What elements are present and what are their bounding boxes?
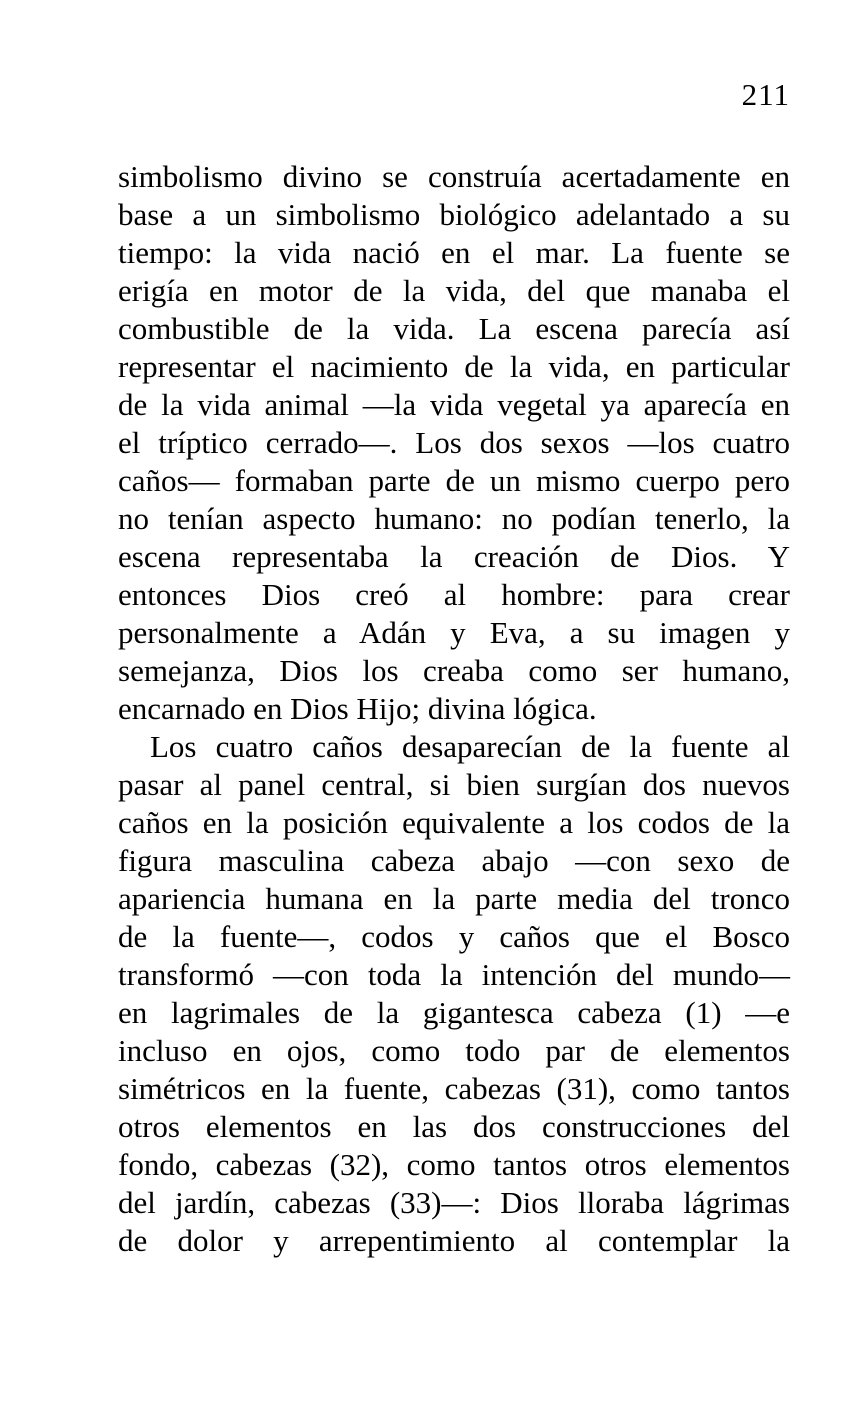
page-number: 211 (741, 77, 790, 112)
text-line: apariencia humana en la parte media del tronco (118, 881, 790, 916)
paragraph (118, 158, 790, 728)
text-block (118, 158, 790, 1260)
text-line: caños en la posición equivalente a los codos de la (118, 805, 790, 840)
text-line: entonces Dios creó al hombre: para crear (118, 577, 790, 612)
text-line: de la vida animal —la vida vegetal ya aparecía en (118, 387, 790, 422)
text-line: del jardín, cabezas (33)—: Dios lloraba lágrimas (118, 1185, 790, 1220)
text-line: de dolor y arrepentimiento al contemplar la (118, 1223, 790, 1258)
text-line: el tríptico cerrado—. Los dos sexos —los cuatro (118, 425, 790, 460)
text-line: simétricos en la fuente, cabezas (31), como tantos (118, 1071, 790, 1106)
text-line: encarnado en Dios Hijo; divina lógica. (118, 691, 597, 726)
text-line: Los cuatro caños desaparecían de la fuente al (150, 729, 790, 764)
text-line: fondo, cabezas (32), como tantos otros elementos (118, 1147, 790, 1182)
text-line: tiempo: la vida nació en el mar. La fuente se (118, 235, 790, 270)
text-line: semejanza, Dios los creaba como ser humano, (118, 653, 790, 688)
text-line: representar el nacimiento de la vida, en particular (118, 349, 790, 384)
text-line: erigía en motor de la vida, del que manaba el (118, 273, 790, 308)
text-line: transformó —con toda la intención del mundo— (118, 957, 790, 992)
text-line: pasar al panel central, si bien surgían dos nuevos (118, 767, 790, 802)
text-line: base a un simbolismo biológico adelantado a su (118, 197, 790, 232)
text-line: otros elementos en las dos construcciones del (118, 1109, 790, 1144)
text-line: combustible de la vida. La escena parecía así (118, 311, 790, 346)
text-line: de la fuente—, codos y caños que el Bosco (118, 919, 790, 954)
text-line: personalmente a Adán y Eva, a su imagen y (118, 615, 790, 650)
text-line: escena representaba la creación de Dios. Y (118, 539, 790, 574)
text-line: no tenían aspecto humano: no podían tenerlo, la (118, 501, 790, 536)
text-line: caños— formaban parte de un mismo cuerpo pero (118, 463, 790, 498)
text-line: incluso en ojos, como todo par de elementos (118, 1033, 790, 1068)
paragraph (118, 728, 790, 1260)
text-line: en lagrimales de la gigantesca cabeza (1) —e (118, 995, 790, 1030)
text-line: simbolismo divino se construía acertadamente en (118, 159, 790, 194)
text-line: figura masculina cabeza abajo —con sexo de (118, 843, 790, 878)
